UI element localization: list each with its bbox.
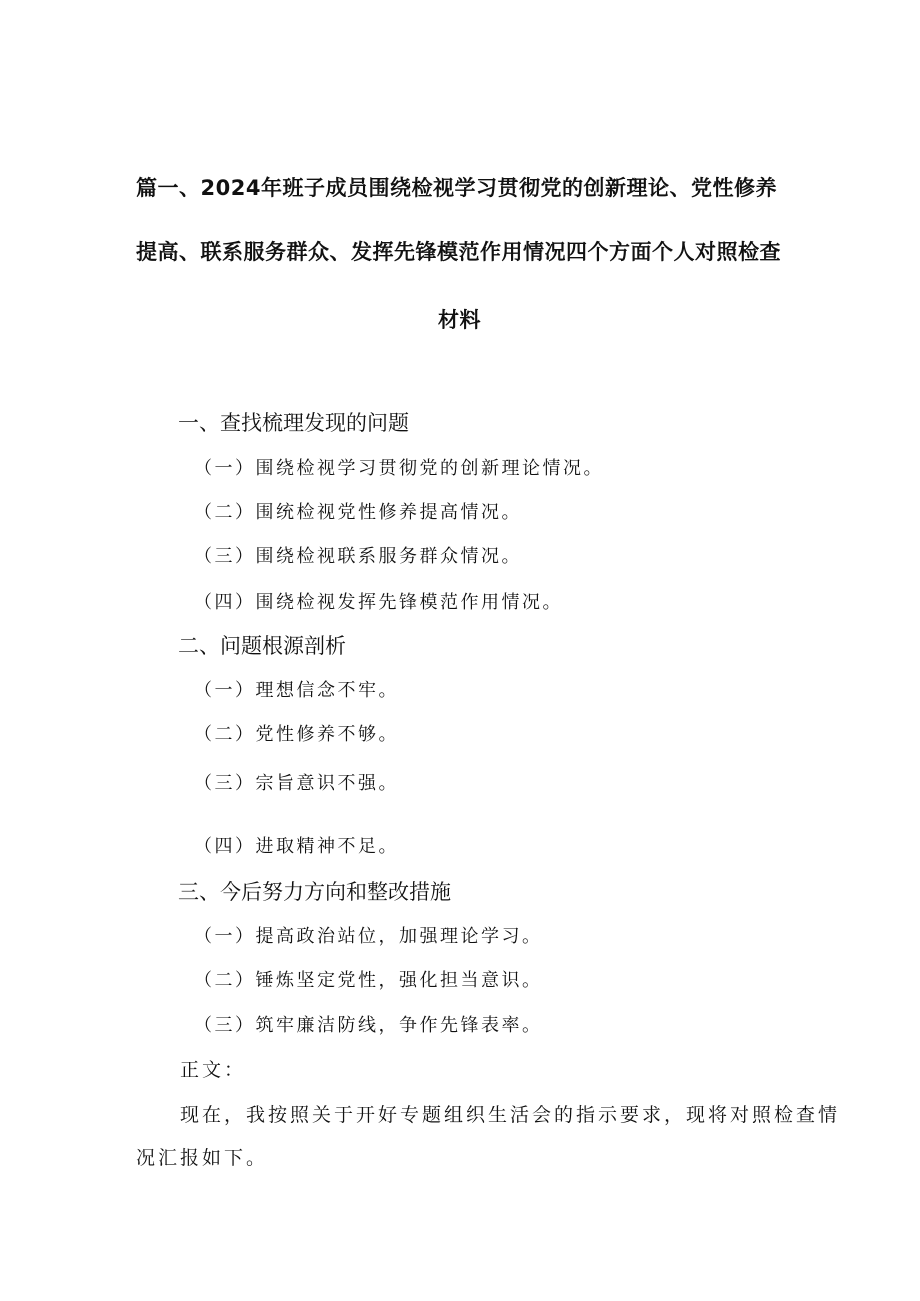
body-line-2: 况汇报如下。 xyxy=(136,1147,269,1169)
section-1-item-2: （二）围统检视党性修养提高情况。 xyxy=(194,502,522,523)
section-2-item-1: （一）理想信念不牢。 xyxy=(194,680,399,701)
section-1-item-4: （四）围绕检视发挥先锋模范作用情况。 xyxy=(194,592,563,613)
section-3-item-1: （一）提高政治站位，加强理论学习。 xyxy=(194,926,543,947)
section-1-item-3: （三）围绕检视联系服务群众情况。 xyxy=(194,546,522,567)
document-title-line-3: 材料 xyxy=(438,308,481,332)
section-3-item-3: （三）筑牢廉洁防线，争作先锋表率。 xyxy=(194,1015,543,1036)
document-title-line-1: 篇一、2024年班子成员围绕检视学习贯彻党的创新理论、党性修养 xyxy=(136,176,777,200)
section-2-item-4: （四）进取精神不足。 xyxy=(194,836,399,857)
section-heading-3: 三、今后努力方向和整改措施 xyxy=(178,880,451,904)
body-line-1: 现在，我按照关于开好专题组织生活会的指示要求，现将对照检查情 xyxy=(180,1104,841,1126)
section-2-item-3: （三）宗旨意识不强。 xyxy=(194,773,399,794)
body-label: 正文： xyxy=(180,1059,247,1081)
section-1-item-1: （一）围绕检视学习贯彻党的创新理论情况。 xyxy=(194,458,604,479)
section-heading-1: 一、查找梳理发现的问题 xyxy=(178,411,409,435)
section-2-item-2: （二）党性修养不够。 xyxy=(194,724,399,745)
document-title-line-2: 提高、联系服务群众、发挥先锋模范作用情况四个方面个人对照检查 xyxy=(136,240,781,264)
section-heading-2: 二、问题根源剖析 xyxy=(178,634,346,658)
section-3-item-2: （二）锤炼坚定党性，强化担当意识。 xyxy=(194,970,543,991)
